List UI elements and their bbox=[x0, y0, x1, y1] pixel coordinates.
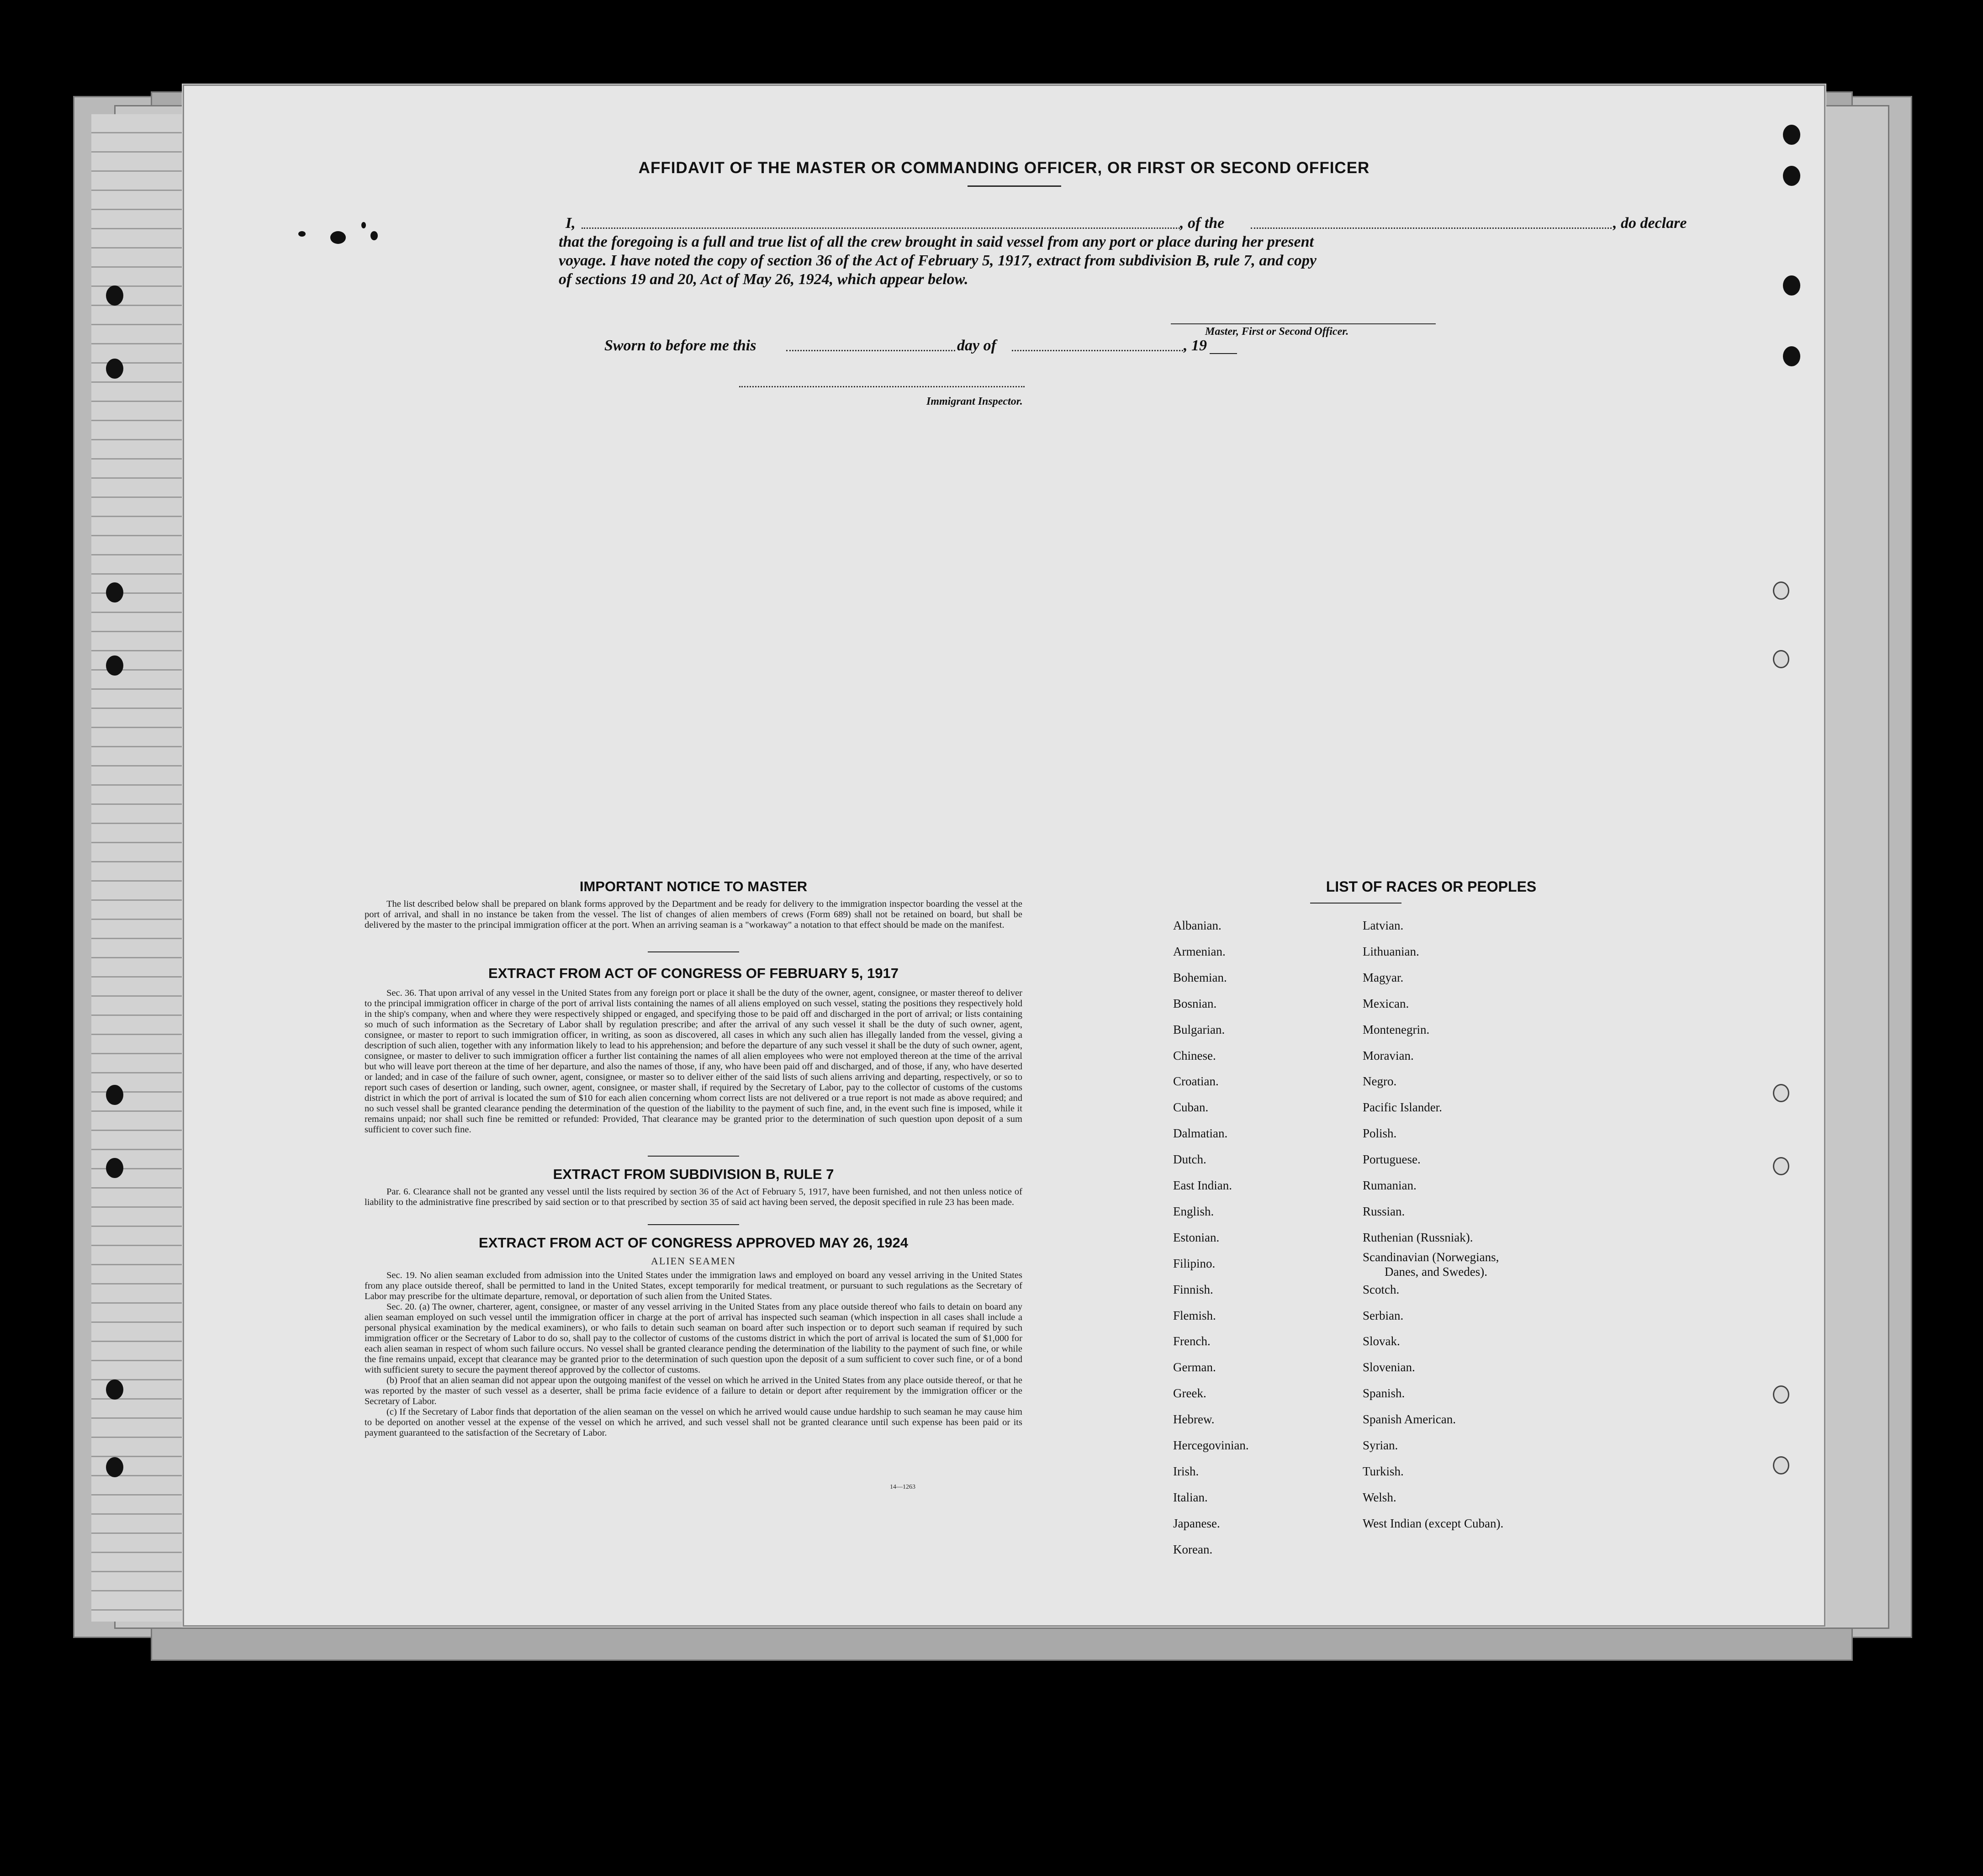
section-20b-paragraph: (b) Proof that an alien seaman did not appear upon the outgoing manifest of the vessel on which he arrived in the United States from any place outside thereof, or that he was reported by the master of such vessel as a deserter, shall be prima facie evidence of a failure to detain or deport after requirement by the immigration officer or the Secretary of Labor. bbox=[365, 1375, 1022, 1406]
par-6-paragraph: Par. 6. Clearance shall not be granted any vessel until the lists required by section 36 of the Act of February 5, 1917, have been furnished, and not then unless notice of liability to the administrative fine prescribed by said section or to that prescribed by section 35 of said act having been served, the deposit specified in rule 23 has been made. bbox=[365, 1187, 1022, 1207]
race-item: Armenian. bbox=[1173, 944, 1226, 958]
ink-blot bbox=[361, 222, 366, 228]
section-rule bbox=[648, 1156, 739, 1157]
title-rule bbox=[968, 185, 1061, 187]
race-item: Syrian. bbox=[1363, 1438, 1398, 1452]
binder-hole bbox=[106, 285, 123, 306]
race-item: English. bbox=[1173, 1204, 1214, 1218]
race-item: Rumanian. bbox=[1363, 1178, 1417, 1192]
document-page bbox=[183, 85, 1825, 1627]
binder-hole bbox=[1773, 1084, 1789, 1102]
race-item: Latvian. bbox=[1363, 919, 1404, 932]
race-item: Bulgarian. bbox=[1173, 1022, 1225, 1036]
binder-hole bbox=[1773, 1157, 1789, 1175]
affidavit-line-4: of sections 19 and 20, Act of May 26, 1924, which appear below. bbox=[559, 271, 968, 288]
binder-hole bbox=[106, 582, 123, 602]
race-item: Greek. bbox=[1173, 1386, 1206, 1400]
affidavit-title: AFFIDAVIT OF THE MASTER OR COMMANDING OFFICER, OR FIRST OR SECOND OFFICER bbox=[638, 159, 1370, 177]
races-rule bbox=[1310, 903, 1401, 904]
binder-hole bbox=[106, 655, 123, 676]
race-item: Spanish. bbox=[1363, 1386, 1405, 1400]
name-blank bbox=[582, 227, 1180, 229]
binder-hole bbox=[1773, 1385, 1789, 1404]
affidavit-i: I, bbox=[566, 215, 576, 232]
race-item: West Indian (except Cuban). bbox=[1363, 1516, 1504, 1530]
binder-hole bbox=[1773, 581, 1789, 600]
race-item: Portuguese. bbox=[1363, 1152, 1421, 1167]
race-item: Polish. bbox=[1363, 1126, 1397, 1141]
race-item: Hebrew. bbox=[1173, 1412, 1215, 1427]
race-item: Japanese. bbox=[1173, 1516, 1220, 1530]
affidavit-of-the: , of the bbox=[1180, 215, 1225, 232]
subdivision-b-title: EXTRACT FROM SUBDIVISION B, RULE 7 bbox=[553, 1166, 834, 1182]
section-20a-paragraph: Sec. 20. (a) The owner, charterer, agent, consignee, or master of any vessel arriving in the United States from any place outside thereof who fails to detain on board any alien seaman employed on such vessel until the immigration officer in charge at the port of arrival has inspected such seaman (which inspection in all cases shall include a personal physical examination by the medical examiners), or who fails to detain such seaman on board after such inspection or to deport such seaman if required by such immigration officer or the Secretary of Labor to do so, shall pay to the collector of customs of the customs district in which the port of arrival is located the sum of $1,000 for each alien seaman in respect of whom such failure occurs. No vessel shall be granted clearance pending the determination of the liability to the payment of such fine, or while the fine remains unpaid, except that clearance may be granted prior to the determination of such question upon the deposit of a sum sufficient to cover such fine, or of a bond with sufficient surety to secure the payment thereof approved by the collector of customs. bbox=[365, 1302, 1022, 1375]
binder-hole bbox=[106, 1457, 123, 1477]
race-item: Cuban. bbox=[1173, 1100, 1209, 1115]
race-item: Estonian. bbox=[1173, 1230, 1220, 1244]
race-item: Negro. bbox=[1363, 1074, 1397, 1089]
sworn-day-blank bbox=[786, 350, 955, 351]
binder-hole bbox=[106, 1379, 123, 1400]
race-item: Scotch. bbox=[1363, 1282, 1400, 1296]
races-title: LIST OF RACES OR PEOPLES bbox=[1326, 878, 1537, 895]
race-item: Irish. bbox=[1173, 1464, 1199, 1478]
affidavit-line-3: voyage. I have noted the copy of section 36 of the Act of February 5, 1917, extract from subdivision B, rule 7, and copy bbox=[559, 252, 1317, 269]
race-item: Dutch. bbox=[1173, 1152, 1206, 1167]
section-36-paragraph: Sec. 36. That upon arrival of any vessel in the United States from any foreign port or place it shall be the duty of the owner, agent, consignee, or master thereof to deliver to the principal immigration officer in charge of the port of arrival lists containing the names of all aliens employed on such vessel, stating the positions they respectively hold in the ship's company, when and where they were respectively shipped or engaged, and specifying those to be paid off and discharged in the port of arrival; or lists containing so much of such information as the Secretary of Labor shall by regulation prescribe; and after the arrival of any such vessel it shall be the duty of such owner, agent, consignee, or master to report to such immigration officer, in writing, as soon as discovered, all cases in which any such alien has illegally landed from the vessel, giving a description of such alien, together with any information likely to lead to his apprehension; and before the departure of any such vessel it shall be the duty of such owner, agent, consignee, or master to deliver to such immigration officer a further list containing the names of all alien employees who were not employed thereon at the time of the arrival but who will leave port thereon at the time of her departure, and also the names of those, if any, who have been paid off and discharged, and of those, if any, who have deserted or landed; and in case of the failure of such owner, agent, consignee, or master so to deliver either of the said lists of such aliens arriving and departing, respectively, or so to report such cases of desertion or landing, such owner, agent, consignee, or master shall, if required by the Secretary of Labor, pay to the collector of customs of the customs district in which the port of arrival is located the sum of $10 for each alien concerning whom correct lists are not delivered or a true report is not made as above required; and no such vessel shall be granted clearance pending the determination of the question of the liability to the payment of such fine, and, in the event such fine is imposed, while it remains unpaid; nor shall such fine be remitted or refunded: Provided, That clearance may be granted prior to the determination of such question upon deposit of a sum sufficient to cover such fine. bbox=[365, 988, 1022, 1135]
notice-paragraph: The list described below shall be prepared on blank forms approved by the Department and be ready for delivery to the immigration inspector boarding the vessel at the port of arrival, and shall in no instance be taken from the vessel. The list of changes of alien members of crews (Form 689) shall not be retained on board, but shall be delivered by the master to the principal immigration officer at the port. When an arriving seaman is a "workaway" a notation to that effect should be made on the manifest. bbox=[365, 899, 1022, 930]
race-item: Bosnian. bbox=[1173, 996, 1217, 1010]
sworn-before: Sworn to before me this bbox=[604, 337, 756, 354]
binder-hole bbox=[1783, 346, 1800, 366]
race-item: Ruthenian (Russniak). bbox=[1363, 1230, 1473, 1244]
section-19-paragraph: Sec. 19. No alien seaman excluded from admission into the United States under the immigration laws and employed on board any vessel arriving in the United States from any place outside thereof, shall be permitted to land in the United States, except temporarily for medical treatment, or pursuant to such regulations as the Secretary of Labor may prescribe for the ultimate departure, removal, or deportation of such alien from the United States. bbox=[365, 1270, 1022, 1301]
notice-title: IMPORTANT NOTICE TO MASTER bbox=[579, 878, 808, 894]
race-item: Pacific Islander. bbox=[1363, 1100, 1442, 1115]
race-item: German. bbox=[1173, 1360, 1216, 1374]
race-item: Hercegovinian. bbox=[1173, 1438, 1249, 1452]
extract-1924-text bbox=[365, 1270, 1022, 1438]
race-item: Turkish. bbox=[1363, 1464, 1404, 1478]
form-number: 14—1263 bbox=[890, 1484, 915, 1490]
race-item: Slovenian. bbox=[1363, 1360, 1415, 1374]
extract-1917-title: EXTRACT FROM ACT OF CONGRESS OF FEBRUARY 5, 1917 bbox=[488, 965, 899, 981]
race-item: Welsh. bbox=[1363, 1490, 1396, 1504]
sworn-month-blank bbox=[1012, 350, 1183, 351]
race-item: Spanish American. bbox=[1363, 1412, 1456, 1427]
race-item: East Indian. bbox=[1173, 1178, 1232, 1192]
race-item: Mexican. bbox=[1363, 996, 1409, 1010]
race-item: Chinese. bbox=[1173, 1048, 1216, 1062]
sworn-year: , 19 bbox=[1184, 337, 1207, 354]
extract-1924-title: EXTRACT FROM ACT OF CONGRESS APPROVED MAY 26, 1924 bbox=[479, 1235, 908, 1251]
section-rule bbox=[648, 951, 739, 952]
binder-hole bbox=[1773, 1456, 1789, 1474]
race-item: Slovak. bbox=[1363, 1334, 1400, 1348]
race-item: Russian. bbox=[1363, 1204, 1405, 1218]
race-item: Albanian. bbox=[1173, 919, 1222, 932]
section-rule bbox=[648, 1224, 739, 1225]
binder-hole bbox=[1773, 650, 1789, 668]
binder-hole bbox=[106, 1085, 123, 1105]
race-item: Dalmatian. bbox=[1173, 1126, 1228, 1141]
race-item: Danes, and Swedes). bbox=[1385, 1264, 1487, 1279]
affidavit-line-2: that the foregoing is a full and true list of all the crew brought in said vessel from any port or place during her present bbox=[559, 233, 1314, 250]
inspector-label: Immigrant Inspector. bbox=[926, 396, 1023, 407]
affidavit-do-declare: , do declare bbox=[1613, 215, 1687, 232]
race-item: Serbian. bbox=[1363, 1308, 1404, 1322]
ink-blot bbox=[298, 231, 306, 237]
race-item: Lithuanian. bbox=[1363, 944, 1419, 958]
signature-line bbox=[1171, 323, 1436, 324]
race-item: Finnish. bbox=[1173, 1282, 1213, 1296]
year-blank bbox=[1210, 353, 1237, 354]
race-item: Flemish. bbox=[1173, 1308, 1216, 1322]
race-item: Moravian. bbox=[1363, 1048, 1414, 1062]
ink-blot bbox=[370, 231, 378, 240]
alien-seamen-subtitle: ALIEN SEAMEN bbox=[651, 1255, 736, 1267]
race-item: Montenegrin. bbox=[1363, 1022, 1430, 1036]
race-item: Korean. bbox=[1173, 1542, 1213, 1556]
binder-hole bbox=[1783, 125, 1800, 145]
race-item: Italian. bbox=[1173, 1490, 1208, 1504]
notice-text bbox=[365, 899, 1022, 930]
race-item: Scandinavian (Norwegians, bbox=[1363, 1250, 1499, 1264]
race-item: Croatian. bbox=[1173, 1074, 1219, 1089]
binder-hole bbox=[106, 359, 123, 379]
race-item: Magyar. bbox=[1363, 970, 1404, 984]
section-20c-paragraph: (c) If the Secretary of Labor finds that deportation of the alien seaman on the vessel on which he arrived would cause undue hardship to such seaman he may cause him to be deported on another vessel at the expense of the vessel on which he arrived, and such vessel shall not be granted clearance until such expense has been paid or its payment guaranteed to the satisfaction of the Secretary of Labor. bbox=[365, 1407, 1022, 1438]
subdivision-b-text bbox=[365, 1187, 1022, 1208]
binder-hole bbox=[106, 1158, 123, 1178]
signature-label: Master, First or Second Officer. bbox=[1205, 326, 1349, 338]
race-item: French. bbox=[1173, 1334, 1211, 1348]
sworn-day-of: day of bbox=[957, 337, 996, 354]
ink-blot bbox=[330, 231, 346, 244]
race-item: Bohemian. bbox=[1173, 970, 1227, 984]
binder-hole bbox=[1783, 275, 1800, 296]
vessel-blank bbox=[1251, 227, 1612, 229]
inspector-line bbox=[739, 386, 1025, 387]
race-item: Filipino. bbox=[1173, 1256, 1216, 1270]
extract-1917-text bbox=[365, 988, 1022, 1135]
